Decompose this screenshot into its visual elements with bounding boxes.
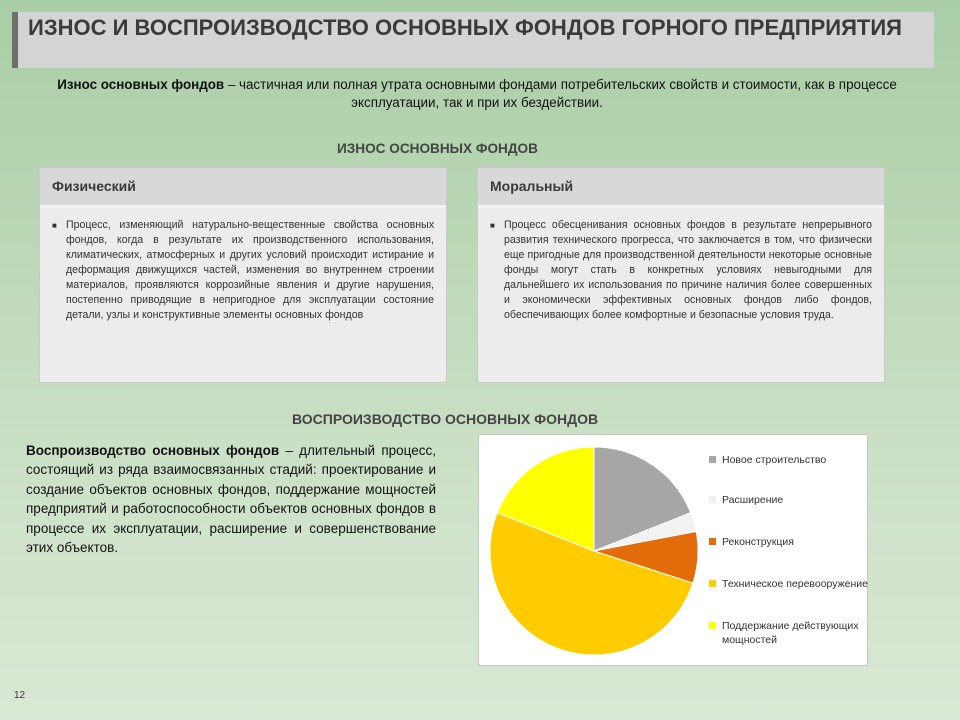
legend-label: Расширение [722,494,784,506]
moral-wear-title: Моральный [478,168,884,208]
legend-item-4 [709,619,870,647]
title-bar [12,12,934,68]
legend-swatch [709,456,716,463]
repro-paragraph [26,441,436,557]
legend-item-1 [709,493,870,507]
legend-label: Новое строительство [722,454,827,466]
bullet-icon: ■ [52,221,57,230]
repro-heading: ВОСПРОИЗВОДСТВО ОСНОВНЫХ ФОНДОВ [292,411,599,427]
legend-swatch [709,538,716,545]
legend-swatch [709,622,716,629]
intro-definition: – частичная или полная утрата основными фондами потребительских свойств и стоимости, как в процессе эксплуатации, так и при их бездействии. [224,77,897,110]
page-title: ИЗНОС И ВОСПРОИЗВОДСТВО ОСНОВНЫХ ФОНДОВ ГОРНОГО ПРЕДПРИЯТИЯ [28,15,902,40]
moral-wear-card [477,167,885,383]
physical-wear-text: Процесс, изменяющий натурально-вещественные свойства основных фондов, когда в результате их производственного использования, климатических, атмосферных и других условий происходит истирание и деформация движущихся частей, изменения во внутреннем строении материалов, проявляются коррозийные явления и другие нарушения, постепенно приводящие в непригодное для эксплуатации состояние детали, узлы и конструктивные элементы основных фондов [66,219,434,321]
pie-chart [478,434,868,666]
legend-label: Реконструкция [722,536,794,548]
legend-item-3 [709,577,870,591]
wear-heading: ИЗНОС ОСНОВНЫХ ФОНДОВ [337,141,538,156]
legend-label: Техническое перевооружение [722,578,869,590]
repro-term: Воспроизводство основных фондов [26,443,280,458]
legend-item-2 [709,535,870,549]
repro-definition: – длительный процесс, состоящий из ряда взаимосвязанных стадий: проектирование и создание объектов основных фондов, поддержание мощностей предприятий и работоспособности объектов основных фондов в процессе их эксплуатации, расширение и совершенствование этих объектов. [26,443,436,556]
moral-wear-text: Процесс обесценивания основных фондов в результате непрерывного развития технического прогресса, что заключается в том, что физически еще пригодные для производственной деятельности некоторые основные фонды могут стать в конкретных условиях невыгодными для дальнейшего их использования по причине наличия более совершенных и экономически эффективных основных фондов либо фондов, обеспечивающих более комфортные и безопасные условия труда. [504,219,872,321]
page-number: 12 [14,690,26,701]
pie-chart-svg [479,435,709,667]
physical-wear-title: Физический [40,168,446,208]
bullet-icon: ■ [490,221,495,230]
legend-swatch [709,580,716,587]
physical-wear-card [39,167,447,383]
legend-label: Поддержание действующих мощностей [722,620,859,646]
legend-item-0 [709,453,870,467]
intro-term: Износ основных фондов [57,77,225,92]
legend-swatch [709,496,716,503]
intro-paragraph [24,76,930,112]
